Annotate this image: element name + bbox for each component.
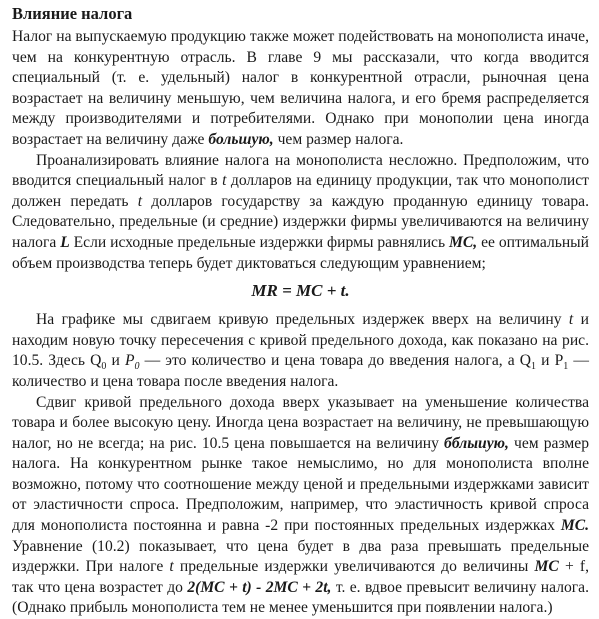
p3-sub-q0: 0 (101, 361, 106, 372)
p4-var-mc1: МС. (561, 517, 589, 534)
p3-text-e: и P (536, 352, 563, 369)
p3-sub-p1: 1 (563, 361, 568, 372)
p4-text-a: Сдвиг кривой предельного дохода вверх указывает на уменьшение количества товара и более высокую цену. Иногда цена возрастает на величину, не превышающую налог, но не всегда; на рис. 10.5 цена повышается на величину (12, 394, 589, 452)
p3-var-p: P (125, 352, 135, 369)
p4-emphasis: бблыиую, (444, 435, 509, 452)
p2-text-b: долларов на единицу продукции, так что монополист должен передать (12, 172, 589, 210)
p1-text-b: чем размер налога. (274, 131, 404, 148)
p4-text-c: Уравнение (10.2) показывает, что цена будет в два раза превышать предельные издержки. При налоге (12, 538, 589, 576)
p3-text-a: На графике мы сдвигаем кривую предельных издержек вверх на величину (36, 311, 569, 328)
p3-text-b: и находим новую точку пересечения с кривой предельного дохода, как показано на рис. 10.5. Здесь Q (12, 311, 589, 369)
section-heading: Влияние налога (12, 3, 589, 25)
p4-text-f: т. е. вдвое превысит величину налога. (Однако прибыль монополиста тем не менее уменьшится при появлении налога.) (12, 579, 589, 617)
p3-text-d: — это количество и цена товара до введения налога, а Q (139, 352, 531, 369)
p1-emphasis: большую, (208, 131, 273, 148)
p3-sub-p0: 0 (134, 361, 139, 372)
p2-var-t2: t (138, 193, 142, 210)
p1-text-a: Налог на выпускаемую продукцию также может подействовать на монополиста иначе, чем на конкурентную отрасль. В главе 9 мы рассказали, что когда вводится специальный (т. е. удельный) налог в конкурентной отрасли, рыночная цена возрастает на величину меньшую, чем величина налога, и его бремя распределяется между производителями и потребителями. Однако при монополии цена иногда возрастает на величину даже (12, 28, 589, 148)
paragraph-4 (12, 393, 589, 619)
p2-var-mc: МС, (449, 234, 477, 251)
p4-text-d: предельные издержки увеличиваются до величины (174, 558, 535, 575)
p3-text-c: и (106, 352, 125, 369)
p2-var-l: L (60, 234, 70, 251)
p2-var-t1: t (222, 172, 226, 189)
p2-text-c: долларов государству за каждую проданную единицу товара. Следовательно, предельные (и средние) издержки фирмы увеличиваются на величину налога (12, 193, 589, 251)
p2-text-e: ее оптимальный объем производства теперь будет диктоваться следующим уравнением; (12, 234, 589, 272)
p4-text-b: чем размер налога. На конкурентном рынке такое немыслимо, но для монополиста вполне возможно, потому что соотношение между ценой и предельными издержками зависит от эластичности спроса. Предположим, например, что эластичность кривой спроса для монополиста постоянна и равна -2 при постоянных предельных издержках (12, 435, 589, 534)
p3-sub-q1: 1 (531, 361, 536, 372)
p3-text-f: — количество и цена товара после введения налога. (12, 352, 589, 390)
p4-var-mc2: МС (535, 558, 559, 575)
p3-var-t: t (569, 311, 573, 328)
paragraph-3 (12, 310, 589, 392)
paragraph-2 (12, 151, 589, 275)
p4-var-t: t (169, 558, 173, 575)
p4-text-e: + f, так что цена возрастет до (12, 558, 589, 596)
p2-text-d: Если исходные предельные издержки фирмы равнялись (70, 234, 449, 251)
p4-expression: 2(МС + t) - 2МС + 2t, (187, 579, 331, 596)
paragraph-1 (12, 27, 589, 151)
p2-text-a: Проанализировать влияние налога на монополиста несложно. Предположим, что вводится специальный налог в (12, 152, 589, 190)
equation-mr-mc: MR = MC + t. (12, 280, 589, 302)
